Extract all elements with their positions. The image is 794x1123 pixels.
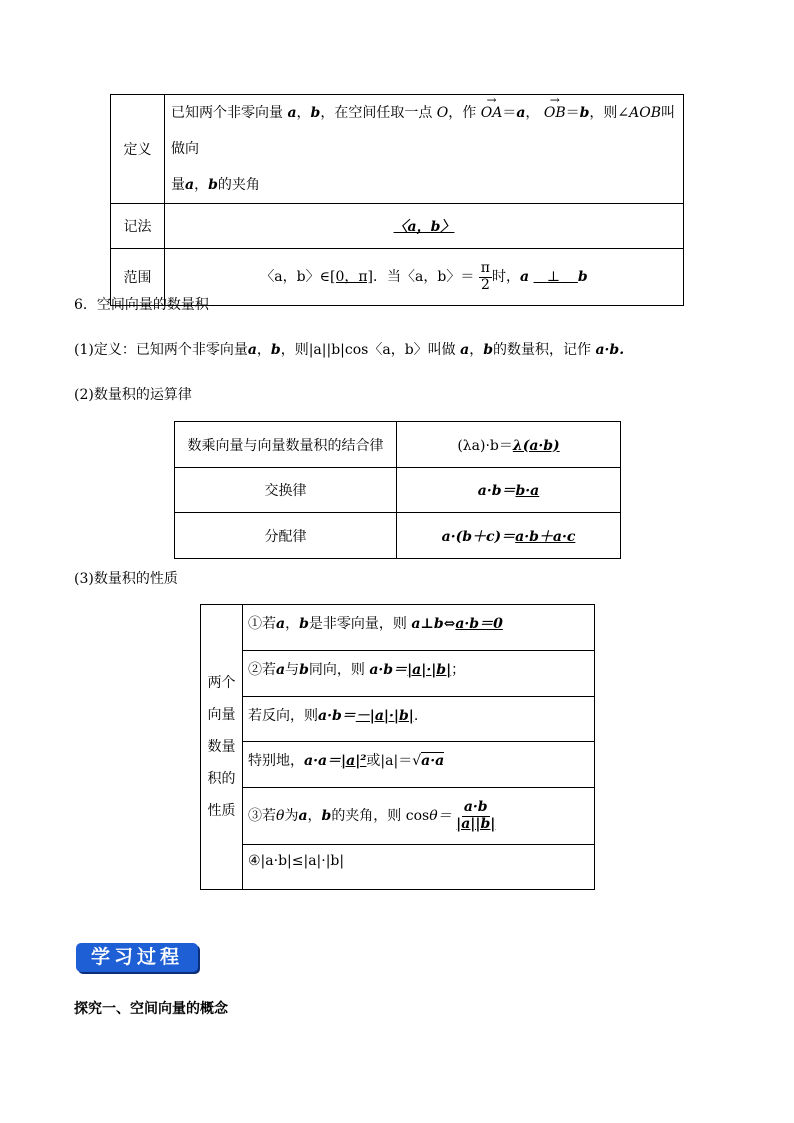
properties-heading: (3)数量积的性质: [74, 571, 178, 587]
operation-laws-heading: (2)数量积的运算律: [74, 387, 192, 403]
angle-definition-table: [110, 94, 684, 306]
cosine-fraction: $\frac{a\cdot b}{|a||b|}$: [456, 799, 496, 832]
notation-value: 〈a，b〉: [165, 204, 684, 249]
dot-product-properties-table: [200, 604, 595, 890]
property-opposite-direction: 若反向，则a·b＝－|a|·|b|.: [243, 697, 595, 742]
pi-over-two: $\frac{\pi}{2}$: [480, 260, 490, 293]
operation-laws-table: [174, 421, 621, 559]
definition-content: 已知两个非零向量 a，b，在空间任取一点 O，作 → OA＝a， → OB＝b，则∠AOB叫做向 量a，b的夹角: [165, 95, 684, 204]
associative-law-label: 数乘向量与向量数量积的结合律: [175, 422, 397, 468]
properties-side-label: 两个 向量 数量 积的 性质: [201, 605, 243, 890]
exploration-one-heading: 探究一、空间向量的概念: [74, 1001, 228, 1017]
commutative-law-label: 交换律: [175, 468, 397, 513]
learning-process-badge: 学习过程: [76, 943, 198, 972]
associative-law-value: (λa)·b＝λ(a·b): [397, 422, 621, 468]
property-self-dot: 特别地，a·a＝|a|²或|a|＝√a·a: [243, 742, 595, 788]
range-content: 〈a，b〉∈[0，π]．当〈a，b〉＝ $\frac{\pi}{2}$ 时，a ⊥ b: [165, 249, 684, 306]
dot-product-definition: (1)定义：已知两个非零向量a，b，则|a||b|cos〈a，b〉叫做 a，b的数量积，记作 a·b.: [74, 342, 625, 358]
notation-label: 记法: [111, 204, 165, 249]
property-cosine: ③若θ为a，b的夹角，则 cosθ＝ $\frac{a\cdot b}{|a||b|}$: [243, 788, 595, 845]
vector-ob: → OB: [544, 95, 566, 131]
property-perpendicular: ①若a，b是非零向量，则 a⊥b⇔a·b＝0: [243, 605, 595, 651]
range-label: 范围: [111, 249, 165, 306]
commutative-law-value: a·b＝b·a: [397, 468, 621, 513]
property-cauchy-schwarz: ④|a·b|≤|a|·|b|: [243, 845, 595, 890]
vector-oa: → OA: [481, 95, 503, 131]
section-6-heading: 6．空间向量的数量积: [74, 297, 209, 313]
definition-label: 定义: [111, 95, 165, 204]
distributive-law-value: a·(b＋c)＝a·b＋a·c: [397, 513, 621, 559]
distributive-law-label: 分配律: [175, 513, 397, 559]
property-same-direction: ②若a与b同向，则 a·b＝|a|·|b|；: [243, 651, 595, 697]
